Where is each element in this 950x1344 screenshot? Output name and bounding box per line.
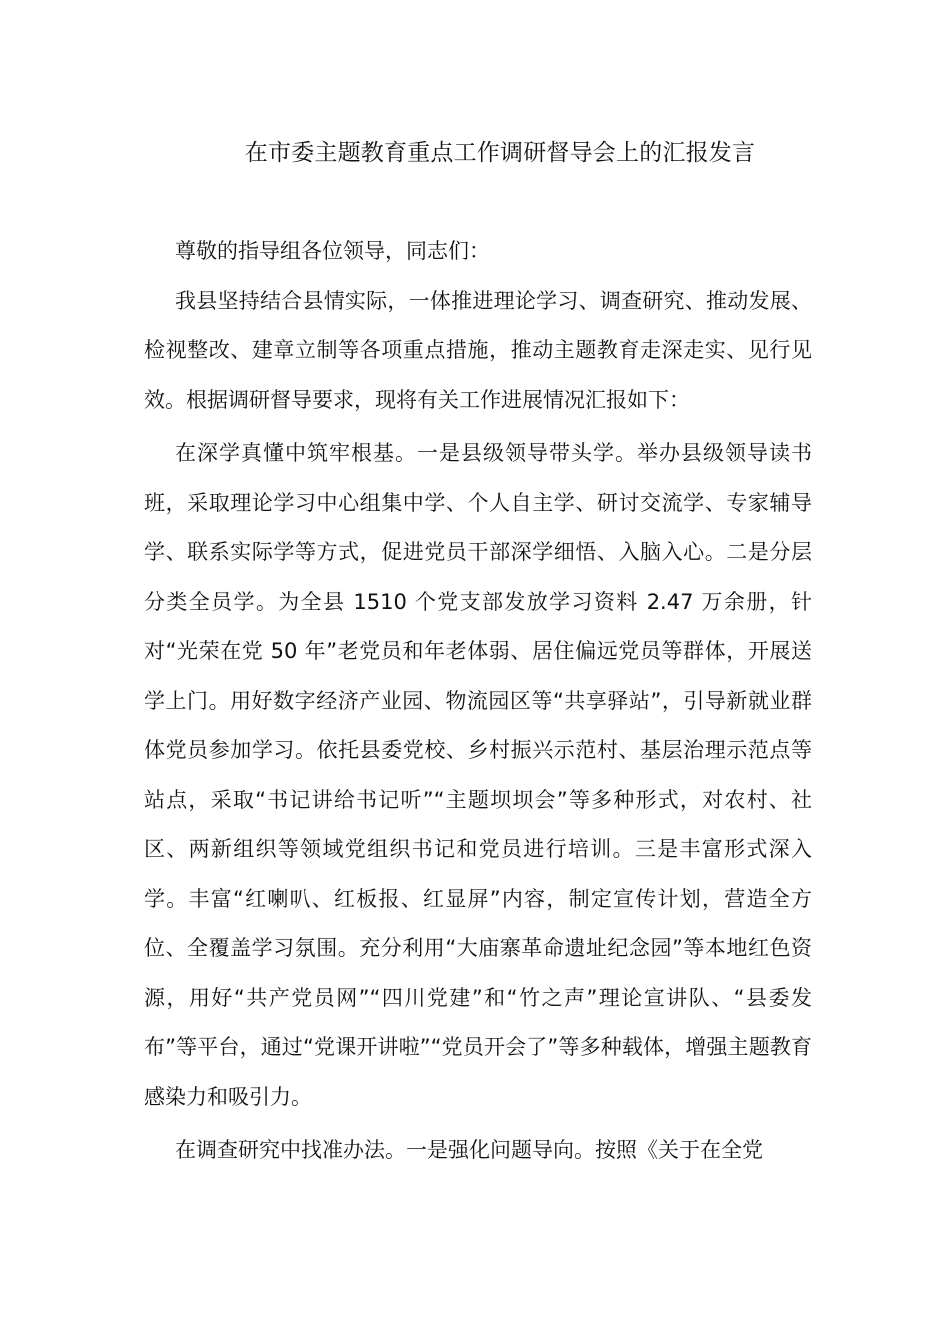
paragraph-study: 在深学真懂中筑牢根基。一是县级领导带头学。举办县级领导读书班，采取理论学习中心组集中学、个人自主学、研讨交流学、专家辅导学、联系实际学等方式，促进党员干部深学细悟、入脑入心。二是分层分类全员学。为全县 1510 个党支部发放学习资料 2.47 万余册，针对“光荣在党 50 年”老党员和年老体弱、居住偏远党员等群体，开展送学上门。用好数字经济产业园、物流园区等“共享驿站”，引导新就业群体党员参加学习。依托县委党校、乡村振兴示范村、基层治理示范点等站点，采取“书记讲给书记听”“主题坝坝会”等多种形式，对农村、社区、两新组织等领域党组织书记和党员进行培训。三是丰富形式深入学。丰富“红喇叭、红板报、红显屏”内容，制定宣传计划，营造全方位、全覆盖学习氛围。充分利用“大庙寨革命遗址纪念园”等本地红色资源，用好“共产党员网”“四川党建”和“竹之声”理论宣讲队、“县委发布”等平台，通过“党课开讲啦”“党员开会了”等多种载体，增强主题教育感染力和吸引力。 <box>144 441 812 1109</box>
paragraph-research: 在调查研究中找准办法。一是强化问题导向。按照《关于在全党 <box>175 1138 763 1162</box>
document-body <box>144 227 812 1176</box>
paragraph-intro: 我县坚持结合县情实际，一体推进理论学习、调查研究、推动发展、检视整改、建章立制等各项重点措施，推动主题教育走深走实、见行见效。根据调研督导要求，现将有关工作进展情况汇报如下： <box>144 288 812 412</box>
salutation: 尊敬的指导组各位领导，同志们： <box>175 239 490 263</box>
document-title: 在市委主题教育重点工作调研督导会上的汇报发言 <box>244 140 756 166</box>
